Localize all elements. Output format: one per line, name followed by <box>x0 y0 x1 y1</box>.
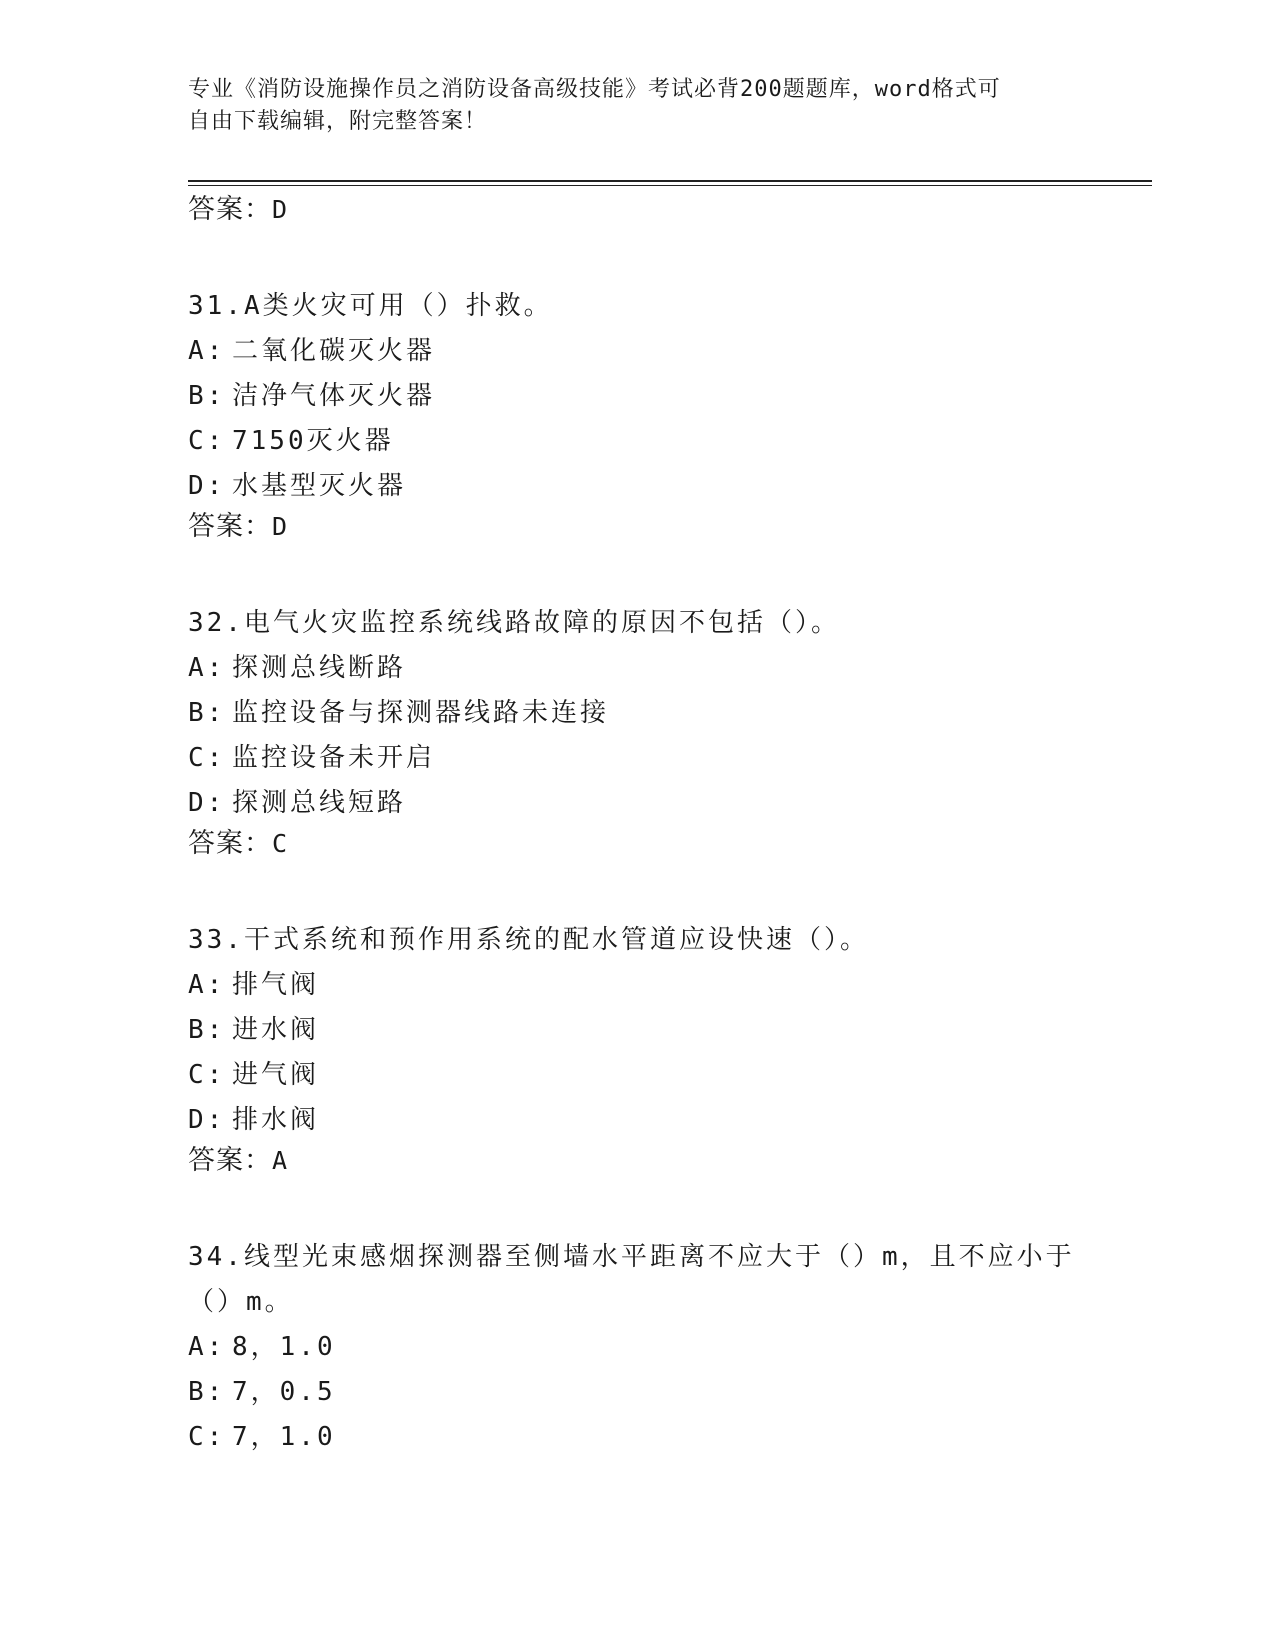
answer-label: 答案： <box>188 1145 272 1176</box>
option-d <box>188 1098 1088 1143</box>
option-c <box>188 419 1088 464</box>
option-text: 8，1.0 <box>232 1332 336 1362</box>
option-text: 进气阀 <box>232 1060 320 1090</box>
option-b <box>188 1008 1088 1053</box>
option-d <box>188 781 1088 826</box>
header-line-1: 专业《消防设施操作员之消防设备高级技能》考试必背200题题库，word格式可 <box>188 77 1001 102</box>
answer-line <box>188 192 1088 228</box>
option-text: 监控设备未开启 <box>232 743 436 773</box>
option-text: 二氧化碳灭火器 <box>232 336 436 366</box>
option-letter: A: <box>188 970 226 1000</box>
option-c <box>188 1415 1088 1460</box>
option-b <box>188 374 1088 419</box>
header-line-2: 自由下载编辑，附完整答案！ <box>188 109 488 134</box>
answer-line <box>188 826 1088 862</box>
option-letter: D: <box>188 471 226 501</box>
option-text: 排水阀 <box>232 1105 320 1135</box>
option-text: 洁净气体灭火器 <box>232 381 436 411</box>
option-a <box>188 1325 1088 1370</box>
answer-value: A <box>272 1146 289 1175</box>
question-text: 33.干式系统和预作用系统的配水管道应设快速（）。 <box>188 925 869 955</box>
answer-line <box>188 1143 1088 1179</box>
answer-value: D <box>272 512 289 541</box>
option-text: 7，1.0 <box>232 1422 336 1452</box>
option-letter: B: <box>188 1015 226 1045</box>
option-text: 监控设备与探测器线路未连接 <box>232 698 610 728</box>
question-text: 34.线型光束感烟探测器至侧墙水平距离不应大于（）m，且不应小于（）m。 <box>188 1242 1075 1317</box>
option-a <box>188 963 1088 1008</box>
option-letter: D: <box>188 1105 226 1135</box>
option-b <box>188 691 1088 736</box>
option-text: 探测总线断路 <box>232 653 407 683</box>
answer-label: 答案： <box>188 194 272 225</box>
answer-line <box>188 509 1088 545</box>
spacer <box>188 228 1088 284</box>
header-rule-thin <box>188 185 1152 186</box>
option-letter: C: <box>188 743 226 773</box>
option-letter: B: <box>188 698 226 728</box>
option-text: 排气阀 <box>232 970 320 1000</box>
option-d <box>188 464 1088 509</box>
option-letter: C: <box>188 1060 226 1090</box>
spacer <box>188 862 1088 918</box>
option-a <box>188 646 1088 691</box>
option-b <box>188 1370 1088 1415</box>
option-letter: B: <box>188 381 226 411</box>
option-text: 进水阀 <box>232 1015 320 1045</box>
option-letter: A: <box>188 653 226 683</box>
option-text: 水基型灭火器 <box>232 471 407 501</box>
option-letter: B: <box>188 1377 226 1407</box>
option-text: 7150灭火器 <box>232 426 394 456</box>
option-text: 探测总线短路 <box>232 788 407 818</box>
option-letter: D: <box>188 788 226 818</box>
option-letter: C: <box>188 1422 226 1452</box>
answer-value: D <box>272 195 289 224</box>
header-rule-thick <box>188 180 1152 182</box>
option-letter: A: <box>188 1332 226 1362</box>
document-header <box>188 74 1068 138</box>
option-c <box>188 1053 1088 1098</box>
answer-label: 答案： <box>188 828 272 859</box>
option-c <box>188 736 1088 781</box>
answer-value: C <box>272 829 289 858</box>
option-a <box>188 329 1088 374</box>
question-list <box>188 192 1088 1460</box>
option-letter: A: <box>188 336 226 366</box>
spacer <box>188 545 1088 601</box>
spacer <box>188 1179 1088 1235</box>
question-text: 32.电气火灾监控系统线路故障的原因不包括（）。 <box>188 608 840 638</box>
question-text: 31.A类火灾可用（）扑救。 <box>188 291 553 321</box>
answer-label: 答案： <box>188 511 272 542</box>
option-text: 7，0.5 <box>232 1377 336 1407</box>
option-letter: C: <box>188 426 226 456</box>
